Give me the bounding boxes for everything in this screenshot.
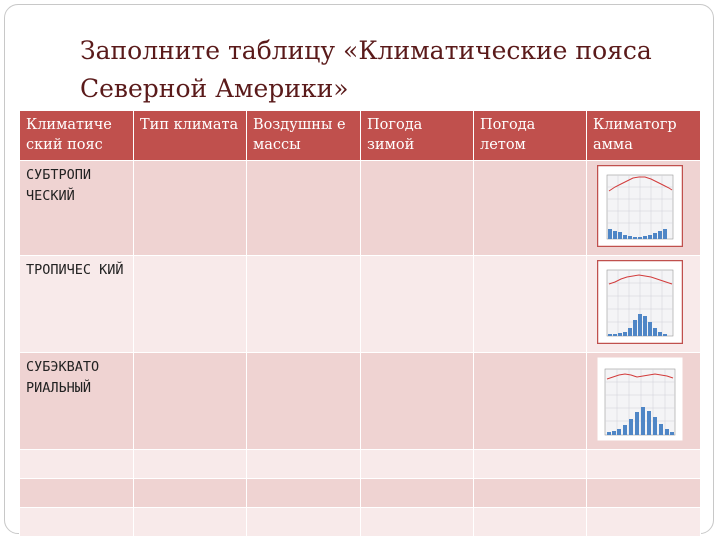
table-row (20, 353, 701, 450)
empty-cell[interactable] (474, 508, 587, 537)
empty-cell[interactable] (361, 353, 474, 450)
empty-cell[interactable] (361, 508, 474, 537)
empty-cell[interactable] (361, 479, 474, 508)
table-row (20, 450, 701, 479)
climatogram-tropical-icon (597, 260, 683, 344)
climatogram-cell (587, 353, 701, 450)
empty-cell[interactable] (474, 450, 587, 479)
empty-cell[interactable] (587, 479, 701, 508)
empty-cell[interactable] (134, 479, 247, 508)
zone-cell: СУБТРОПИ ЧЕСКИЙ (20, 161, 134, 256)
empty-cell[interactable] (20, 508, 134, 537)
empty-cell[interactable] (361, 256, 474, 353)
empty-cell[interactable] (20, 479, 134, 508)
header-cell: Климатогр амма (587, 111, 701, 161)
table-header-row (20, 111, 701, 161)
climatogram-subequatorial-icon (597, 357, 683, 441)
zone-cell: СУБЭКВАТО РИАЛЬНЫЙ (20, 353, 134, 450)
empty-cell[interactable] (134, 353, 247, 450)
empty-cell[interactable] (361, 450, 474, 479)
empty-cell[interactable] (474, 353, 587, 450)
empty-cell[interactable] (247, 508, 361, 537)
empty-cell[interactable] (247, 353, 361, 450)
climatogram-cell (587, 256, 701, 353)
table-row (20, 256, 701, 353)
climate-table (19, 110, 701, 537)
empty-cell[interactable] (361, 161, 474, 256)
empty-cell[interactable] (134, 450, 247, 479)
zone-cell: ТРОПИЧЕС КИЙ (20, 256, 134, 353)
empty-cell[interactable] (247, 256, 361, 353)
table-row (20, 479, 701, 508)
empty-cell[interactable] (134, 256, 247, 353)
empty-cell[interactable] (474, 479, 587, 508)
empty-cell[interactable] (474, 161, 587, 256)
empty-cell[interactable] (20, 450, 134, 479)
header-cell: Тип климата (134, 111, 247, 161)
empty-cell[interactable] (134, 508, 247, 537)
empty-cell[interactable] (247, 161, 361, 256)
empty-cell[interactable] (587, 508, 701, 537)
empty-cell[interactable] (247, 450, 361, 479)
table-row (20, 161, 701, 256)
empty-cell[interactable] (134, 161, 247, 256)
page-title: Заполните таблицу «Климатические пояса Северной Америки» (80, 36, 652, 103)
climatogram-cell (587, 161, 701, 256)
empty-cell[interactable] (247, 479, 361, 508)
climatogram-subtropical-icon (597, 165, 683, 247)
header-cell: Климатиче ский пояс (20, 111, 134, 161)
empty-cell[interactable] (474, 256, 587, 353)
header-cell: Погода зимой (361, 111, 474, 161)
empty-cell[interactable] (587, 450, 701, 479)
header-cell: Погода летом (474, 111, 587, 161)
header-cell: Воздушны е массы (247, 111, 361, 161)
table-row (20, 508, 701, 537)
